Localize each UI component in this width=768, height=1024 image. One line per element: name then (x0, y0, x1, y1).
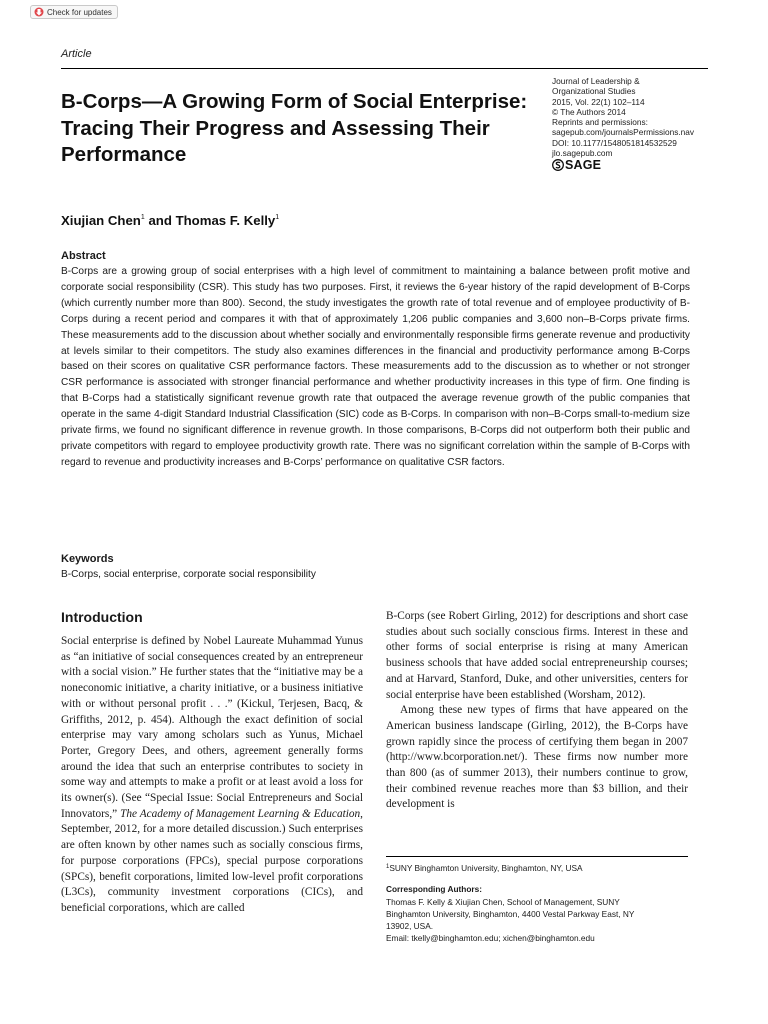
affiliation-marker: 1 (386, 864, 390, 870)
check-for-updates-icon (34, 7, 44, 17)
author-name: Xiujian Chen (61, 213, 141, 228)
body-paragraph (61, 634, 363, 917)
author-list (61, 213, 279, 228)
publisher-logo (552, 159, 722, 171)
sage-logo-icon (552, 159, 564, 171)
corr-line: Thomas F. Kelly & Xiujian Chen, School of Management, SUNY (386, 897, 620, 907)
publisher-name: SAGE (565, 158, 602, 173)
section-heading-introduction: Introduction (61, 609, 143, 625)
author-name: Thomas F. Kelly (175, 213, 276, 228)
affiliation-marker: 1 (140, 214, 145, 221)
affiliation-marker: 1 (275, 214, 280, 221)
journal-line: © The Authors 2014 (552, 106, 626, 117)
journal-line[interactable]: Reprints and permissions: (552, 117, 648, 128)
abstract-text: B-Corps are a growing group of social enterprises with a high level of commitment to maintaining a balance between profit motive and corporate social responsibility (CSR). This study has two purposes. First, it reviews the 6-year history of the rapid development of B-Corps (which currently number more than 800). Second, the study investigates the growth rate of total revenue and of employee productivity of B-Corps during a recent period and compares it with that of approximately 1,206 public companies and 3,600 non–B-Corps private firms. These measurements add to the discussion about whether socially and environmentally responsible firms generate revenue and productivity at levels similar to their competitors. The study also examines differences in the financial and productivity performance among B-Corps based on their scores on qualitative CSR performance factors. These measurements add to the discussion as to whether or not stronger CSR performance is associated with stronger financial performance and whether productivity increases in this type of firm. One finding is that B-Corps had a statistically significant revenue growth rate that outpaced the average revenue growth of the public companies that operate in the same 4-digit Standard Industrial Classification (SIC) code as B-Corps. In comparison with non–B-Corps small-to-medium size private firms, we found no significant difference in revenue growth. In those comparisons, B-Corps did not outperform both their public and private competitors with regard to employee productivity growth rate. There was no significant correlation within the sample of B-Corps with regard to revenue and productivity increases and B-Corps’ performance on qualitative CSR factors. (61, 266, 690, 468)
footnote-divider (386, 856, 688, 857)
journal-info (552, 76, 722, 171)
article-title: B-Corps—A Growing Form of Social Enterprise: Tracing Their Progress and Assessing Their Performance (61, 90, 528, 166)
keywords-text: B-Corps, social enterprise, corporate social responsibility (61, 569, 316, 580)
left-column (61, 634, 363, 917)
article-type-label: Article (61, 48, 92, 60)
body-paragraph: B-Corps (see Robert Girling, 2012) for descriptions and short case studies about such socially conscious firms. Interest in these and other forms of social enterprise is rising at many American business schools that have added social entrepreneurship courses; and at Harvard, Stanford, Duke, and other universities, centers for social enterprise have been established (Worsham, 2012). (386, 610, 688, 701)
keywords-heading: Keywords (61, 553, 114, 565)
corr-line: Binghamton University, Binghamton, 4400 Vestal Parkway East, NY (386, 909, 635, 919)
journal-line: Organizational Studies (552, 86, 636, 97)
header-divider (61, 68, 708, 69)
abstract-heading: Abstract (61, 250, 106, 262)
affiliation-text: SUNY Binghamton University, Binghamton, NY, USA (389, 863, 583, 873)
journal-line: 2015, Vol. 22(1) 102–114 (552, 96, 645, 107)
check-for-updates-label: Check for updates (47, 7, 112, 17)
journal-line[interactable]: DOI: 10.1177/1548051814532529 (552, 137, 677, 148)
corr-email-line[interactable]: Email: tkelly@binghamton.edu; xichen@binghamton.edu (386, 933, 595, 943)
journal-title-italic: The Academy of Management Learning & Education (120, 807, 361, 820)
body-paragraph: Among these new types of firms that have appeared on the American business landscape (Girling, 2012), the B-Corps have grown rapidly since the process of certifying them began in 2007 (http://www.bcorporation.net/). These firms now number more than 800 (as of summer 2013), their numbers continue to grow, their combined revenue reaches more than $3 billion, and their development is (386, 704, 688, 811)
paragraph-text: Social enterprise is defined by Nobel Laureate Muhammad Yunus as “an initiative of social consequences created by an entrepreneur with a social vision.” He further states that the “initiative may be a noneconomic initiative, a charity initiative, or a business initiative with or without personal profit . . .” (Kickul, Terjesen, Bacq, & Griffiths, 2012, p. 454). Although the exact definition of social enterprise may vary among scholars such as Yunus, Michael Porter, Gregory Dees, and others, agreement generally forms around the idea that such an enterprise contributes to society in some way and attempts to make a profit or at least avoid a loss for its owner(s). (See “Special Issue: Social Entrepreneurs and Social Innovators,” (61, 635, 363, 820)
affiliation-footnote (386, 862, 583, 874)
corresponding-authors-heading: Corresponding Authors: (386, 884, 483, 894)
author-connector: and (144, 213, 176, 228)
paragraph-text: , September, 2012, for a more detailed discussion.) Such enterprises are often known by other names such as socially conscious firms, for purpose corporations (FPCs), special purpose corporations (SPCs), benefit corporations, limited low-level profit corporations (L3Cs), community investment corporations (CICs), and beneficial corporations, which are called (61, 807, 363, 914)
journal-line[interactable]: jlo.sagepub.com (552, 148, 613, 159)
right-column (386, 609, 688, 835)
corresponding-authors-details (386, 896, 686, 944)
right-column-content (386, 609, 688, 835)
journal-line[interactable]: sagepub.com/journalsPermissions.nav (552, 127, 695, 138)
check-for-updates-badge[interactable] (30, 5, 118, 19)
journal-line: Journal of Leadership & (552, 76, 640, 86)
corr-line: 13902, USA. (386, 921, 434, 931)
